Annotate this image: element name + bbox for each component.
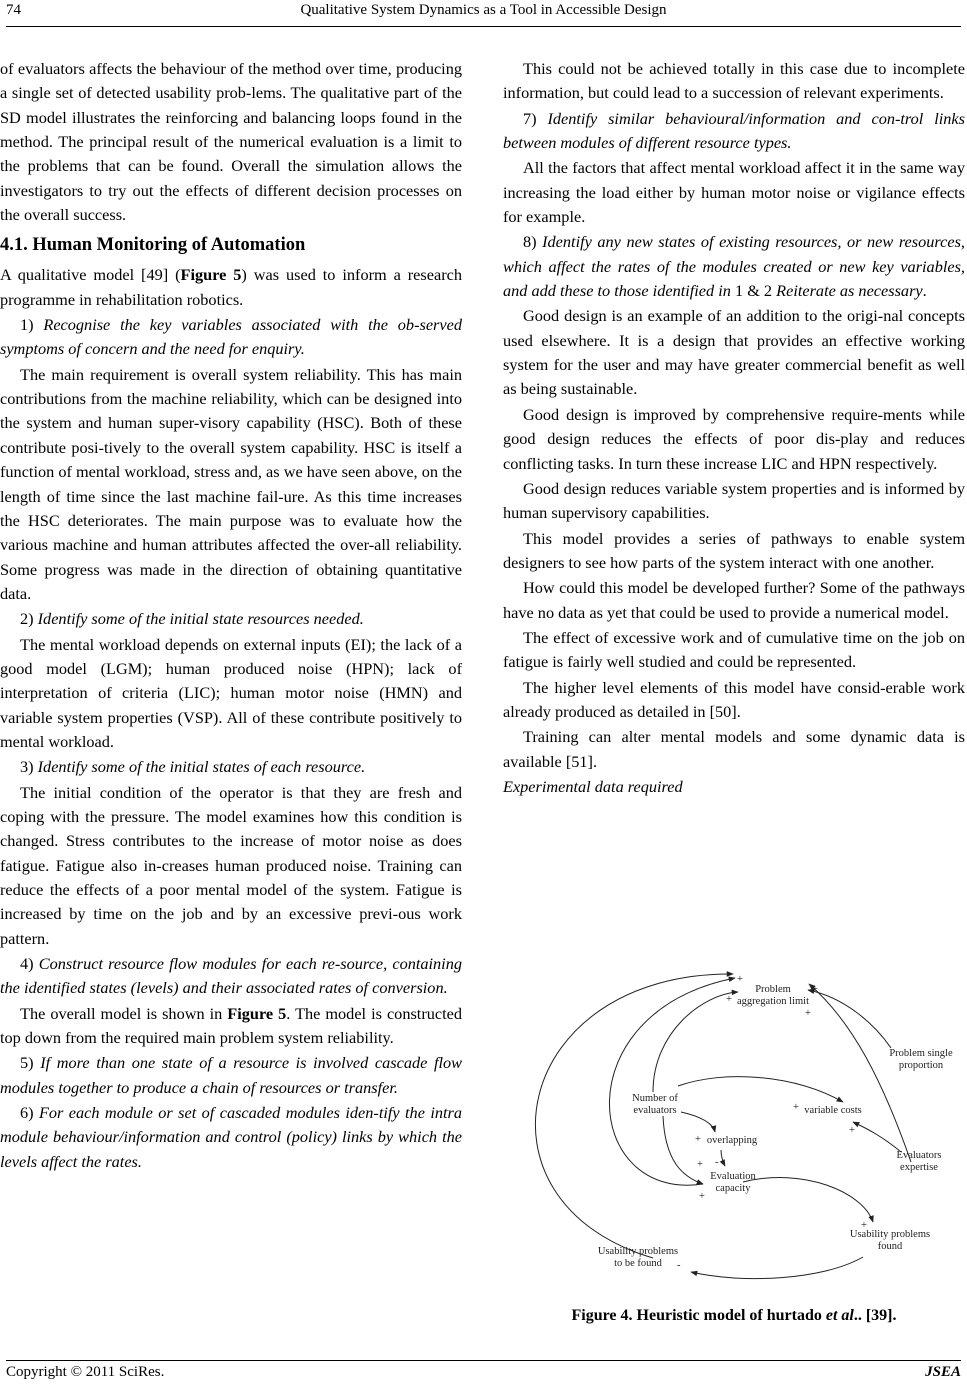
polarity-sign: +: [805, 1008, 811, 1019]
node-usability-problems-to-be-found: Usability problems to be found: [597, 1246, 679, 1269]
causal-loop-diagram: [503, 952, 965, 1302]
step-item: 8) Identify any new states of existing resources, or new resources, which affect the rates of the modules created or new key variables, and add these to those identified in 1 & 2 Reiterate as necessary.: [503, 232, 965, 301]
step-item: 6) For each module or set of cascaded modules iden-tify the intra module behaviour/information and control (policy) links by which the levels affect the rates.: [0, 1103, 462, 1171]
paragraph: The mental workload depends on external inputs (EI); the lack of a good model (LGM); human produced noise (HPN); lack of interpretation of criteria (LIC); human motor noise (HMN) and variable system properties (VSP). All of these contribute positively to mental workload.: [0, 634, 462, 751]
node-variable-costs: variable costs: [804, 1105, 862, 1116]
link-number-to-costs: [678, 1077, 843, 1102]
section-heading: 4.1. Human Monitoring of Automation: [0, 235, 306, 256]
subheading: Experimental data required: [503, 776, 683, 796]
polarity-sign: +: [793, 1102, 799, 1113]
paragraph: This could not be achieved totally in this case due to incomplete information, but could lead to a succession of relevant experiments.: [503, 59, 965, 103]
polarity-sign: +: [695, 1134, 701, 1145]
polarity-sign: +: [697, 1159, 703, 1170]
polarity-sign: +: [849, 1125, 855, 1136]
link-expertise-to-costs: [853, 1122, 901, 1152]
link-expertise-to-problem-limit: [809, 984, 911, 1162]
paragraph: Good design reduces variable system properties and is informed by human supervisory capabilities.: [503, 478, 965, 523]
paragraph: The main requirement is overall system reliability. This has main contributions from the machine reliability, which can be designed into the system and human super-visory capability (HSC). Both of these contribute posi-tively to the overall system capability. HSC is itself a function of mental workload, stress and, as we have seen above, on the length of time since the last machine fail-ure. As this time increases the HSC deteriorates. The main purpose was to evaluate how the various machine and human attributes affected the over-all reliability. Some progress was made in the direction of obtaining quantitative data.: [0, 364, 462, 603]
journal-abbreviation: JSEA: [925, 1364, 961, 1380]
copyright-notice: Copyright © 2011 SciRes.: [6, 1364, 165, 1380]
node-evaluation-capacity: Evaluation capacity: [710, 1171, 756, 1194]
link-number-to-capacity: [663, 1116, 703, 1184]
step-item: 3) Identify some of the initial states of each resource.: [20, 757, 366, 777]
paragraph: The higher level elements of this model have consid-erable work already produced as detailed in [50].: [503, 677, 965, 721]
paragraph: of evaluators affects the behaviour of the method over time, producing a single set of detected usability prob-lems. The qualitative part of the SD model illustrates the reinforcing and balancing loops found in the method. The principal result of the numerical evaluation is a limit to the problems that can be found. Overall the simulation allows the investigators to try out the effects of different decision processes on the overall success.: [0, 59, 462, 225]
node-problem-single-proportion: Problem single proportion: [889, 1048, 953, 1071]
polarity-sign: +: [726, 994, 732, 1005]
polarity-sign: -: [677, 1260, 681, 1271]
footer-rule: [6, 1360, 961, 1361]
polarity-sign: -: [715, 1157, 719, 1168]
node-overlapping: overlapping: [706, 1135, 758, 1146]
paragraph: How could this model be developed further? Some of the pathways have no data as yet that could be used to provide a numerical model.: [503, 578, 965, 622]
diagram-canvas: [503, 952, 965, 1302]
paragraph: A qualitative model [49] (Figure 5) was used to inform a research programme in rehabilitation robotics.: [0, 265, 462, 309]
right-column: [503, 57, 965, 800]
header-rule: [6, 26, 961, 27]
paragraph: Good design is an example of an addition to the origi-nal concepts used elsewhere. It is a design that provides an effective working system for the user and may have greater commercial benefit as well as being sustainable.: [503, 306, 965, 399]
running-title: Qualitative System Dynamics as a Tool in Accessible Design: [300, 2, 667, 18]
paragraph: This model provides a series of pathways to enable system designers to see how parts of the system interact with one another.: [503, 528, 965, 572]
polarity-sign: +: [737, 974, 743, 985]
link-single-to-problem-limit: [808, 990, 891, 1048]
link-found-to-tbf: [691, 1257, 863, 1279]
node-usability-problems-found: Usability problems found: [849, 1229, 931, 1252]
figure-caption: Figure 4. Heuristic model of hurtado et al.. [39].: [571, 1307, 897, 1324]
node-evaluators-expertise: Evaluators expertise: [896, 1150, 942, 1173]
page-number: 74: [6, 2, 21, 18]
link-capacity-to-found: [743, 1178, 873, 1222]
paragraph: The overall model is shown in Figure 5. The model is constructed top down from the required main problem system reliability.: [0, 1003, 462, 1048]
step-item: 1) Recognise the key variables associated with the ob-served symptoms of concern and the need for enquiry.: [0, 315, 462, 359]
polarity-signs: [677, 974, 867, 1271]
paragraph: Good design is improved by comprehensive require-ments while good design reduces the effects of poor dis-play and reduces conflicting tasks. In turn these increase LIC and HPN respectively.: [503, 404, 965, 473]
link-capacity-to-problem-limit: [609, 978, 735, 1185]
node-problem-aggregation-limit: Problem aggregation limit: [736, 984, 810, 1007]
polarity-sign: +: [699, 1191, 705, 1202]
step-item: 7) Identify similar behavioural/information and con-trol links between modules of different resource types.: [503, 108, 965, 153]
figure-reference: Figure 5: [180, 265, 242, 285]
node-number-of-evaluators: Number of evaluators: [632, 1093, 678, 1116]
paragraph: Training can alter mental models and some dynamic data is available [51].: [503, 727, 965, 771]
figure-reference: Figure 5: [227, 1003, 287, 1023]
link-overlapping-to-capacity: [721, 1150, 725, 1166]
step-item: 4) Construct resource flow modules for each re-source, containing the identified states (levels) and their associated rates of conversion.: [0, 954, 462, 998]
step-item: 5) If more than one state of a resource is involved cascade flow modules together to produce a chain of resources or transfer.: [0, 1053, 462, 1097]
step-item: 2) Identify some of the initial state resources needed.: [20, 609, 364, 629]
left-column: [0, 57, 462, 1175]
paragraph: The initial condition of the operator is that they are fresh and coping with the pressure. The model examines how this condition is changed. Stress contributes to the increase of motor noise as does fatigue. Fatigue also in-creases human produced noise. Training can reduce the effects of a poor mental model of the system. Fatigue is increased by time on the job and by an excessive previ-ous work pattern.: [0, 782, 462, 948]
node-labels: [598, 984, 953, 1269]
link-number-to-overlapping: [681, 1112, 715, 1132]
polarity-sign: +: [812, 984, 818, 995]
paragraph: All the factors that affect mental workload affect it in the same way increasing the load either by human motor noise or vigilance effects for example.: [503, 158, 965, 227]
polarity-sign: +: [861, 1220, 867, 1231]
paragraph: The effect of excessive work and of cumulative time on the job on fatigue is fairly well studied and could be represented.: [503, 627, 965, 672]
